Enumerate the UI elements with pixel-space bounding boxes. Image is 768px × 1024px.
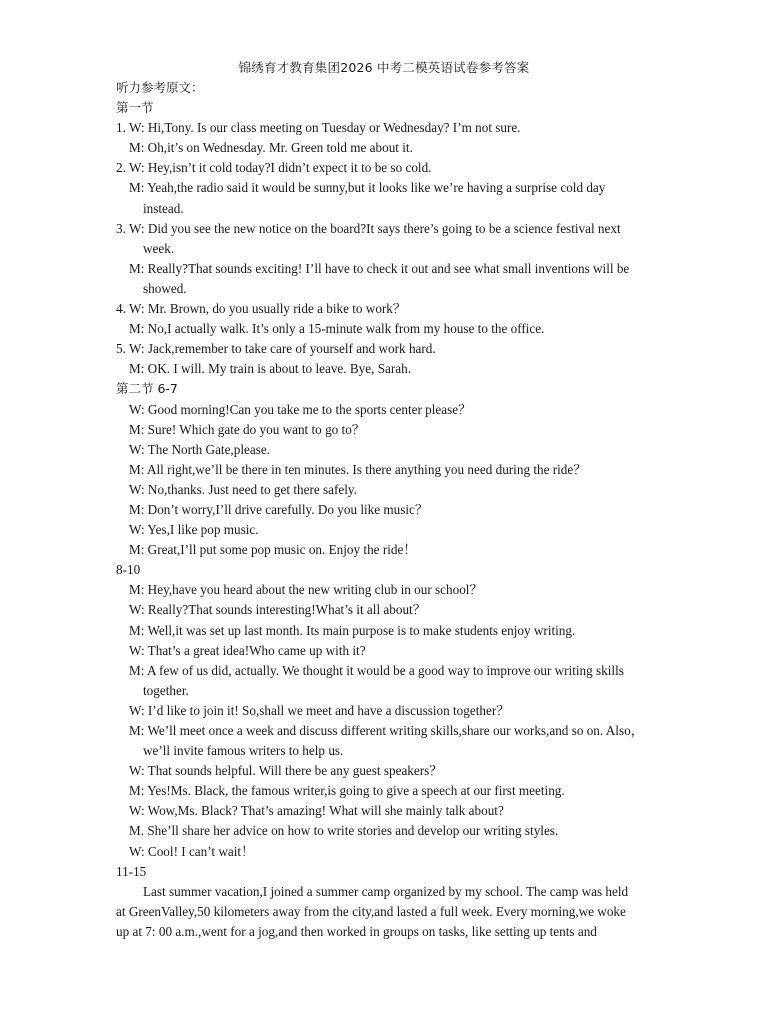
transcript-line: M: Yes!Ms. Black, the famous writer,is going to give a speech at our first meeting. xyxy=(129,783,565,799)
transcript-line: W: That’s a great idea!Who came up with it? xyxy=(129,642,366,658)
transcript-line: M: Really?That sounds exciting! I’ll have to check it out and see what small inventions will be xyxy=(129,260,630,276)
transcript-line: 1. W: Hi,Tony. Is our class meeting on Tuesday or Wednesday? I’m not sure. xyxy=(116,120,521,136)
transcript-line: M: No,I actually walk. It’s only a 15-minute walk from my house to the office. xyxy=(129,321,545,337)
transcript-line: M: A few of us did, actually. We thought it would be a good way to improve our writing skills xyxy=(129,662,624,678)
transcript-line: we’ll invite famous writers to help us. xyxy=(143,743,344,759)
transcript-line: W: Yes,I like pop music. xyxy=(129,522,259,538)
page-title: 锦绣育才教育集团2026 中考二模英语试卷参考答案 xyxy=(238,60,530,75)
transcript-line: week. xyxy=(143,240,175,256)
transcript-line: W: The North Gate,please. xyxy=(129,441,270,457)
transcript-line: M: Great,I’ll put some pop music on. Enjoy the ride！ xyxy=(129,542,417,558)
transcript-line: M. She’ll share her advice on how to write stories and develop our writing styles. xyxy=(129,823,559,839)
transcript-line: M: Don’t worry,I’ll drive carefully. Do you like music？ xyxy=(129,501,429,517)
transcript-line: W: I’d like to join it! So,shall we meet and have a discussion together？ xyxy=(129,702,510,718)
transcript-line: W: That sounds helpful. Will there be any guest speakers？ xyxy=(129,763,443,779)
transcript-line: W: Really?That sounds interesting!What’s it all about？ xyxy=(129,602,426,618)
transcript-line: 第二节 6-7 xyxy=(116,381,178,397)
transcript-line: 3. W: Did you see the new notice on the board?It says there’s going to be a science festival next xyxy=(116,220,621,236)
transcript-line: 5. W: Jack,remember to take care of yourself and work hard. xyxy=(116,341,436,357)
transcript-line: 第一节 xyxy=(116,100,154,116)
transcript-line: W: Good morning!Can you take me to the sports center please？ xyxy=(129,401,472,417)
transcript-line: 听力参考原文： xyxy=(116,80,204,95)
transcript-line: M: Yeah,the radio said it would be sunny,but it looks like we’re having a surprise cold day xyxy=(129,180,606,196)
transcript-line: W: Cool! I can’t wait！ xyxy=(129,843,255,859)
transcript-line: W: No,thanks. Just need to get there safely. xyxy=(129,481,357,497)
transcript-line: M: Oh,it’s on Wednesday. Mr. Green told me about it. xyxy=(129,140,413,156)
transcript-line: M: We’ll meet once a week and discuss different writing skills,share our works,and so on. Also， xyxy=(129,723,644,738)
transcript-line: 2. W: Hey,isn’t it cold today?I didn’t expect it to be so cold. xyxy=(116,160,432,176)
transcript-line: showed. xyxy=(143,280,187,296)
transcript-line: M: Sure! Which gate do you want to go to？ xyxy=(129,421,365,437)
transcript-body xyxy=(116,78,656,942)
transcript-line: together. xyxy=(143,682,189,698)
transcript-line: 11-15 xyxy=(116,863,147,879)
transcript-line: at GreenValley,50 kilometers away from the city,and lasted a full week. Every morning,we woke xyxy=(116,903,626,919)
transcript-line: 4. W: Mr. Brown, do you usually ride a bike to work？ xyxy=(116,301,407,317)
transcript-line: M: Hey,have you heard about the new writing club in our school？ xyxy=(129,582,483,598)
transcript-line: 8-10 xyxy=(116,562,141,578)
transcript-line: W: Wow,Ms. Black? That’s amazing! What will she mainly talk about? xyxy=(129,803,504,819)
transcript-line: M: OK. I will. My train is about to leave. Bye, Sarah. xyxy=(129,361,412,377)
transcript-line: M: All right,we’ll be there in ten minutes. Is there anything you need during the ride？ xyxy=(129,461,587,477)
transcript-line: up at 7: 00 a.m.,went for a jog,and then worked in groups on tasks, like setting up tents and xyxy=(116,923,597,939)
transcript-line: instead. xyxy=(143,200,184,216)
transcript-line: M: Well,it was set up last month. Its main purpose is to make students enjoy writing. xyxy=(129,622,576,638)
transcript-line: Last summer vacation,I joined a summer camp organized by my school. The camp was held xyxy=(143,883,629,899)
